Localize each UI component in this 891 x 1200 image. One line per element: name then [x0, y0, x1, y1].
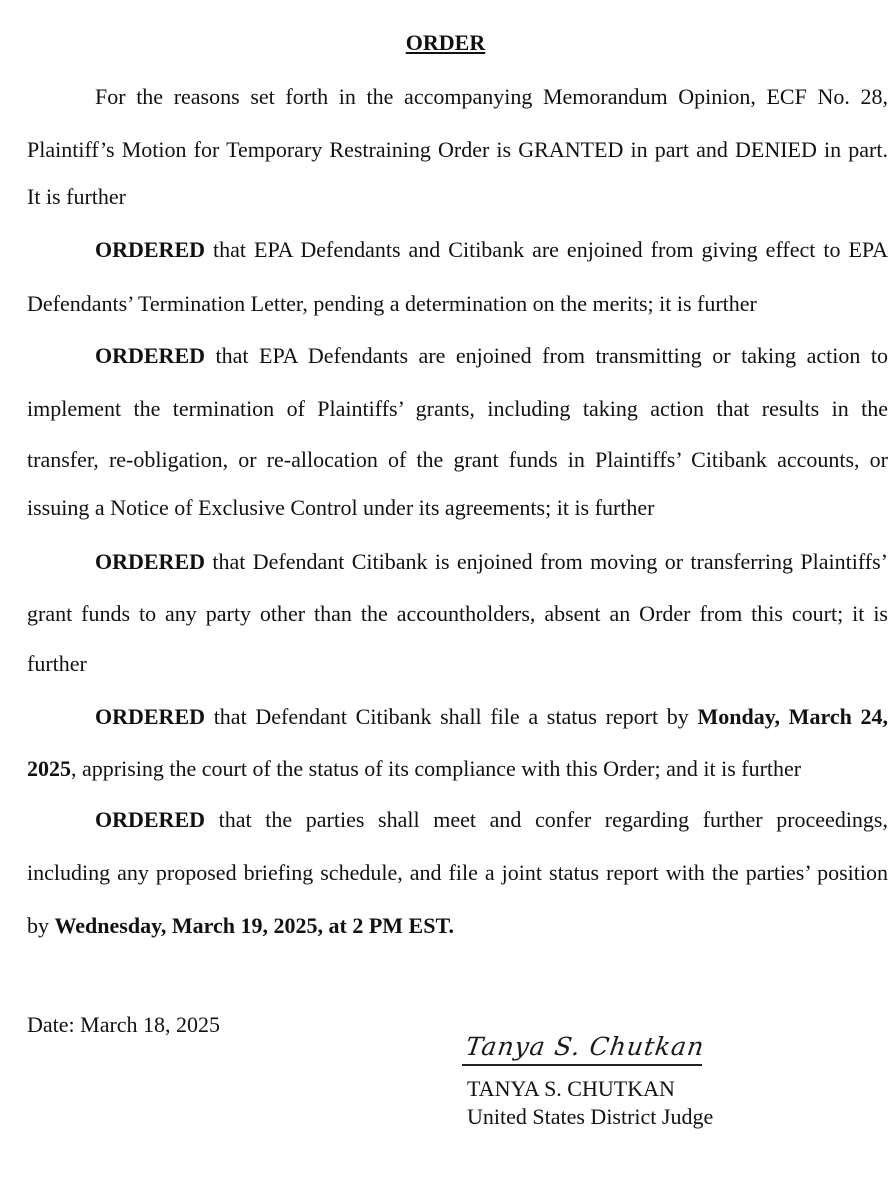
body-text: that EPA Defendants and Citibank are enjoined from giving effect to EPA [205, 237, 888, 262]
signature-text: Tanya S. Chutkan [463, 1032, 707, 1061]
body-text: that Defendant Citibank is enjoined from moving or transferring Plaintiffs’ [205, 549, 888, 574]
body-text: implement the termination of Plaintiffs’ grants, including taking action that results in the [27, 396, 888, 421]
body-text: , apprising the court of the status of its compliance with this Order; and it is further [71, 756, 802, 781]
body-line [27, 447, 888, 473]
bold-text: Wednesday, March 19, 2025, at 2 PM EST. [54, 913, 454, 938]
body-text: transfer, re-obligation, or re-allocation of the grant funds in Plaintiffs’ Citibank accounts, or [27, 447, 888, 472]
body-line [27, 860, 888, 886]
body-text: that Defendant Citibank shall file a status report by [205, 704, 698, 729]
body-text: issuing a Notice of Exclusive Control under its agreements; it is further [27, 495, 655, 520]
judge-signature [462, 1030, 707, 1070]
body-line [27, 137, 888, 163]
document-title: ORDER [405, 30, 486, 55]
body-line [27, 651, 888, 677]
bold-text: ORDERED [95, 237, 206, 262]
body-text: that EPA Defendants are enjoined from transmitting or taking action to [205, 343, 888, 368]
body-line [95, 704, 888, 730]
body-text: by [27, 913, 55, 938]
body-text: Defendants’ Termination Letter, pending a determination on the merits; it is further [27, 291, 757, 316]
body-line [27, 396, 888, 422]
bold-text: Monday, March 24, [697, 704, 888, 729]
body-text: It is further [27, 184, 126, 209]
judge-title: United States District Judge [467, 1104, 714, 1129]
body-text: further [27, 651, 87, 676]
body-text: including any proposed briefing schedule, and file a joint status report with the parties’ position [27, 860, 888, 885]
body-text: that the parties shall meet and confer regarding further proceedings, [205, 807, 888, 832]
body-line [27, 756, 888, 782]
body-line [27, 601, 888, 627]
body-line [27, 913, 888, 939]
body-line [95, 237, 888, 263]
bold-text: ORDERED [95, 343, 206, 368]
order-date: Date: March 18, 2025 [27, 1012, 221, 1037]
body-line [95, 84, 888, 110]
signature-line [462, 1064, 702, 1066]
body-text: For the reasons set forth in the accompanying Memorandum Opinion, ECF No. 28, [95, 84, 888, 109]
body-text: Plaintiff’s Motion for Temporary Restraining Order is GRANTED in part and DENIED in part. [27, 137, 888, 162]
bold-text: 2025 [27, 756, 71, 781]
judge-name: TANYA S. CHUTKAN [467, 1076, 675, 1101]
body-text: grant funds to any party other than the accountholders, absent an Order from this court; it is [27, 601, 888, 626]
bold-text: ORDERED [95, 549, 206, 574]
body-line [95, 807, 888, 833]
body-line [95, 343, 888, 369]
body-line [27, 184, 888, 210]
bold-text: ORDERED [95, 807, 206, 832]
body-line [27, 495, 888, 521]
bold-text: ORDERED [95, 704, 206, 729]
body-line [95, 549, 888, 575]
body-line [27, 291, 888, 317]
